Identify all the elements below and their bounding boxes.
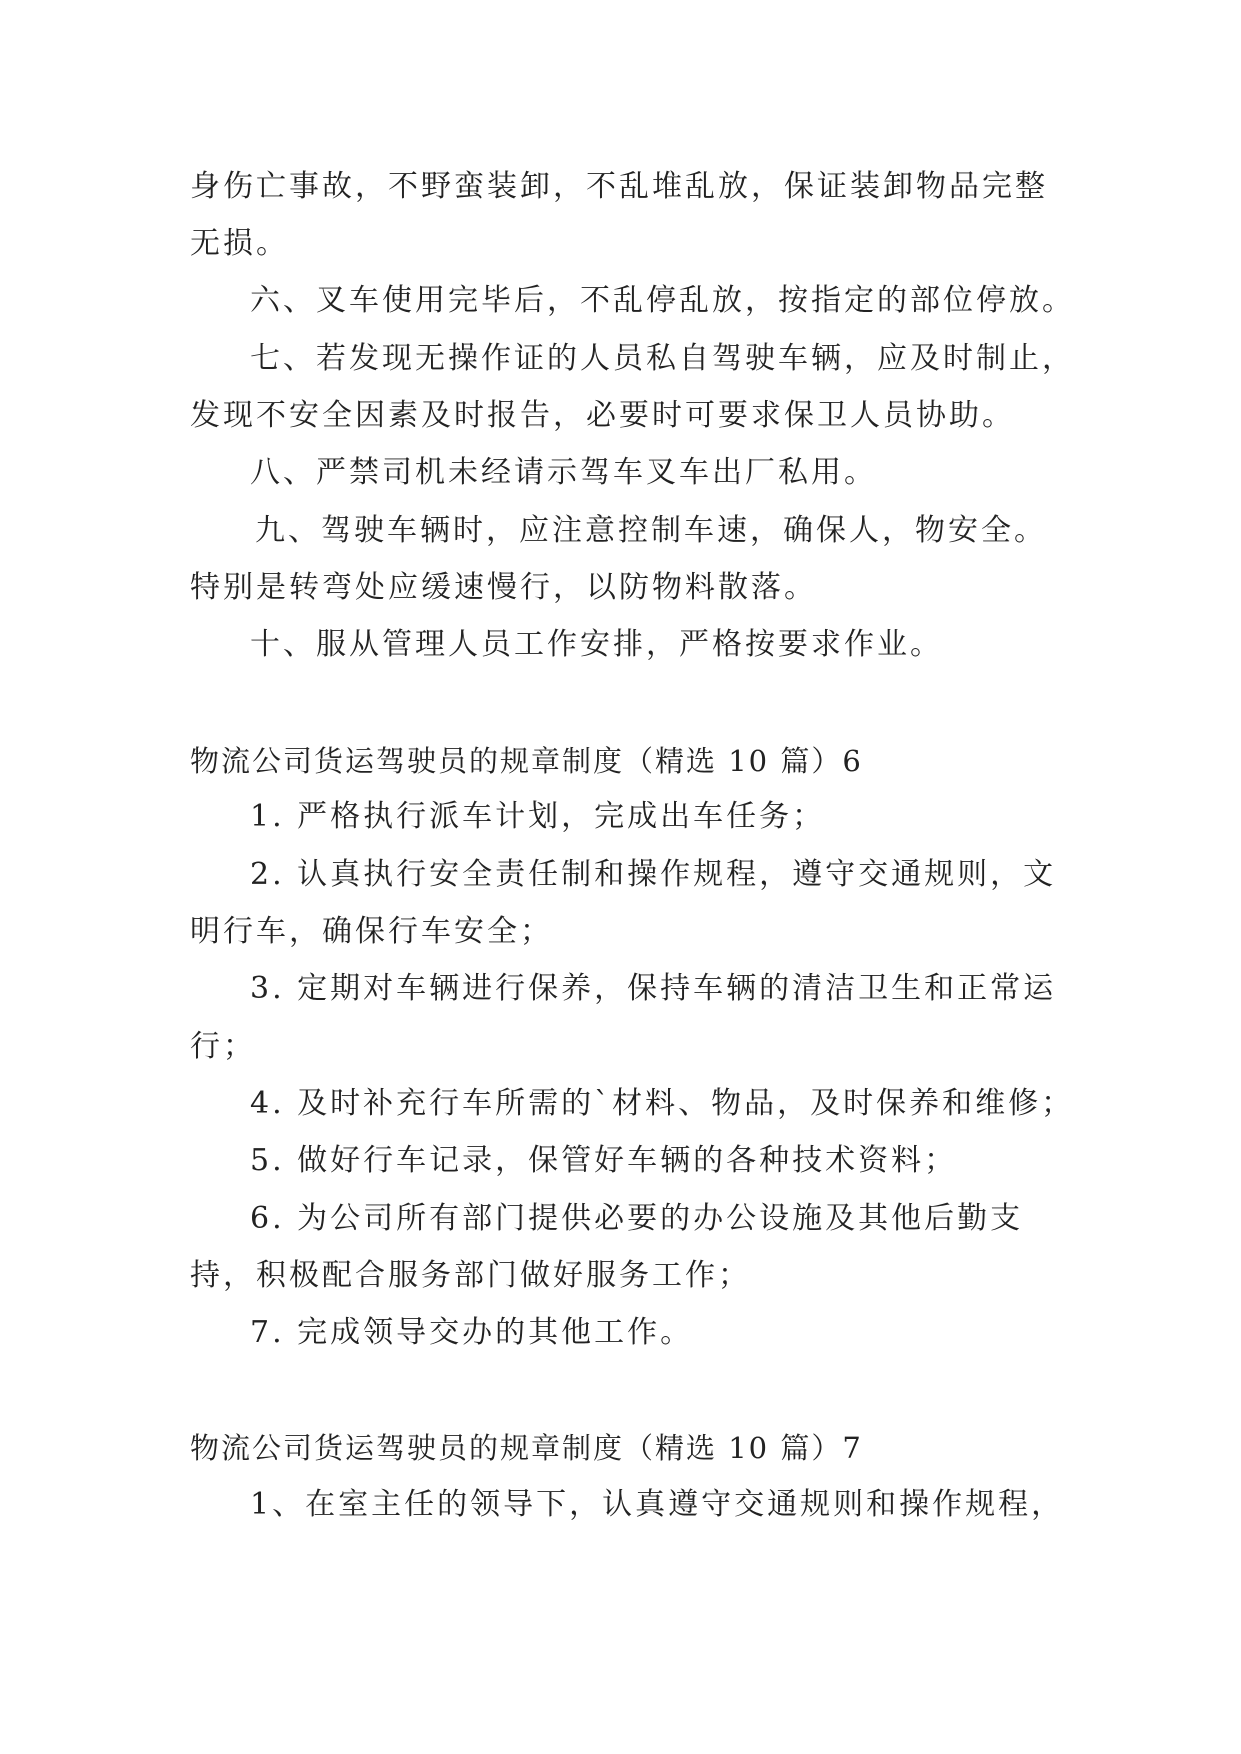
paragraph-line: 七、若发现无操作证的人员私自驾驶车辆，应及时制止， [250, 341, 1075, 376]
paragraph-line: 行； [190, 1029, 256, 1064]
paragraph-line: 1. 严格执行派车计划，完成出车任务； [250, 799, 826, 834]
paragraph-line: 明行车，确保行车安全； [190, 914, 553, 949]
section-heading: 物流公司货运驾驶员的规章制度（精选 10 篇）7 [190, 1431, 863, 1465]
paragraph-line: 发现不安全因素及时报告，必要时可要求保卫人员协助。 [190, 398, 1015, 433]
paragraph-line: 无损。 [190, 226, 289, 261]
paragraph-line: 八、严禁司机未经请示驾车叉车出厂私用。 [250, 455, 877, 490]
paragraph-line: 特别是转弯处应缓速慢行，以防物料散落。 [190, 570, 817, 605]
paragraph-line: 3. 定期对车辆进行保养，保持车辆的清洁卫生和正常运 [250, 971, 1057, 1006]
paragraph-line: 2. 认真执行安全责任制和操作规程，遵守交通规则，文 [250, 857, 1057, 892]
paragraph-line: 持，积极配合服务部门做好服务工作； [190, 1258, 751, 1293]
paragraph-line: 4. 及时补充行车所需的`材料、物品，及时保养和维修； [250, 1086, 1075, 1121]
paragraph-line: 5. 做好行车记录，保管好车辆的各种技术资料； [250, 1143, 958, 1178]
section-heading: 物流公司货运驾驶员的规章制度（精选 10 篇）6 [190, 744, 863, 778]
paragraph-line: 身伤亡事故，不野蛮装卸，不乱堆乱放，保证装卸物品完整 [190, 169, 1048, 204]
paragraph-line: 六、叉车使用完毕后，不乱停乱放，按指定的部位停放。 [250, 283, 1075, 318]
paragraph-line: 6. 为公司所有部门提供必要的办公设施及其他后勤支 [250, 1201, 1024, 1236]
paragraph-line: 九、驾驶车辆时，应注意控制车速，确保人，物安全。 [255, 513, 1047, 548]
paragraph-line: 7. 完成领导交办的其他工作。 [250, 1315, 694, 1350]
paragraph-line: 1、在室主任的领导下，认真遵守交通规则和操作规程， [250, 1487, 1065, 1522]
paragraph-line: 十、服从管理人员工作安排，严格按要求作业。 [250, 627, 943, 662]
